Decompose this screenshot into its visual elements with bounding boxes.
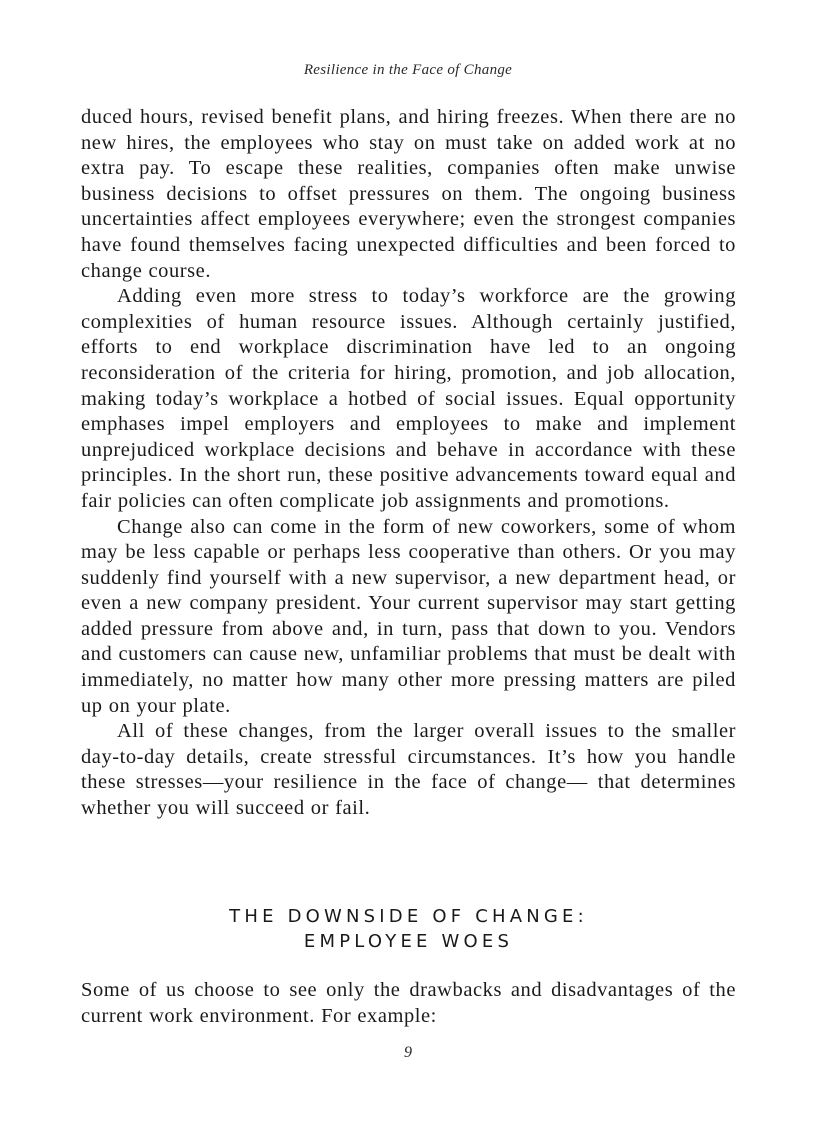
paragraph: Change also can come in the form of new coworkers, some of whom may be less capable or perhaps less cooperative than others. Or you may suddenly find yourself with a new supervisor, a new department head, or even a new company president. Your current supervisor may start getting added pressure from above and, in turn, pass that down to you. Vendors and customers can cause new, unfamiliar problems that must be dealt with immediately, no matter how many other more pressing matters are piled up on your plate. [81,515,736,717]
page-number: 9 [404,1044,412,1061]
body-text [81,105,736,822]
paragraph-continued: duced hours, revised benefit plans, and hiring freezes. When there are no new hires, the employees who stay on must take on added work at no extra pay. To escape these realities, companies often make unwise business decisions to offset pressures on them. The ongoing business uncertainties affect employees everywhere; even the strongest companies have found themselves facing unexpected difficulties and been forced to change course. [81,106,736,282]
section-heading-line-1: THE DOWNSIDE OF CHANGE: [229,906,588,927]
paragraph: Adding even more stress to today’s workforce are the growing complexities of human resource issues. Although certainly justified, efforts to end workplace discrimination have led to an ongoing reconsideration of the criteria for hiring, promotion, and job allocation, making today’s workplace a hotbed of social issues. Equal opportunity emphases impel employers and employees to make and implement unprejudiced workplace decisions and behave in accordance with these principles. In the short run, these positive advancements toward equal and fair policies can often complicate job assignments and promotions. [81,285,736,512]
section-intro-paragraph: Some of us choose to see only the drawbacks and disadvantages of the current work environment. For example: [81,979,736,1027]
running-head: Resilience in the Face of Change [303,62,513,78]
section-body [81,978,736,1029]
section-heading-line-2: EMPLOYEE WOES [303,931,514,952]
section-heading [81,904,736,954]
paragraph: All of these changes, from the larger overall issues to the smaller day-to-day details, create stressful circumstances. It’s how you handle these stresses—your resilience in the face of change— that determines whether you will succeed or fail. [81,720,736,820]
